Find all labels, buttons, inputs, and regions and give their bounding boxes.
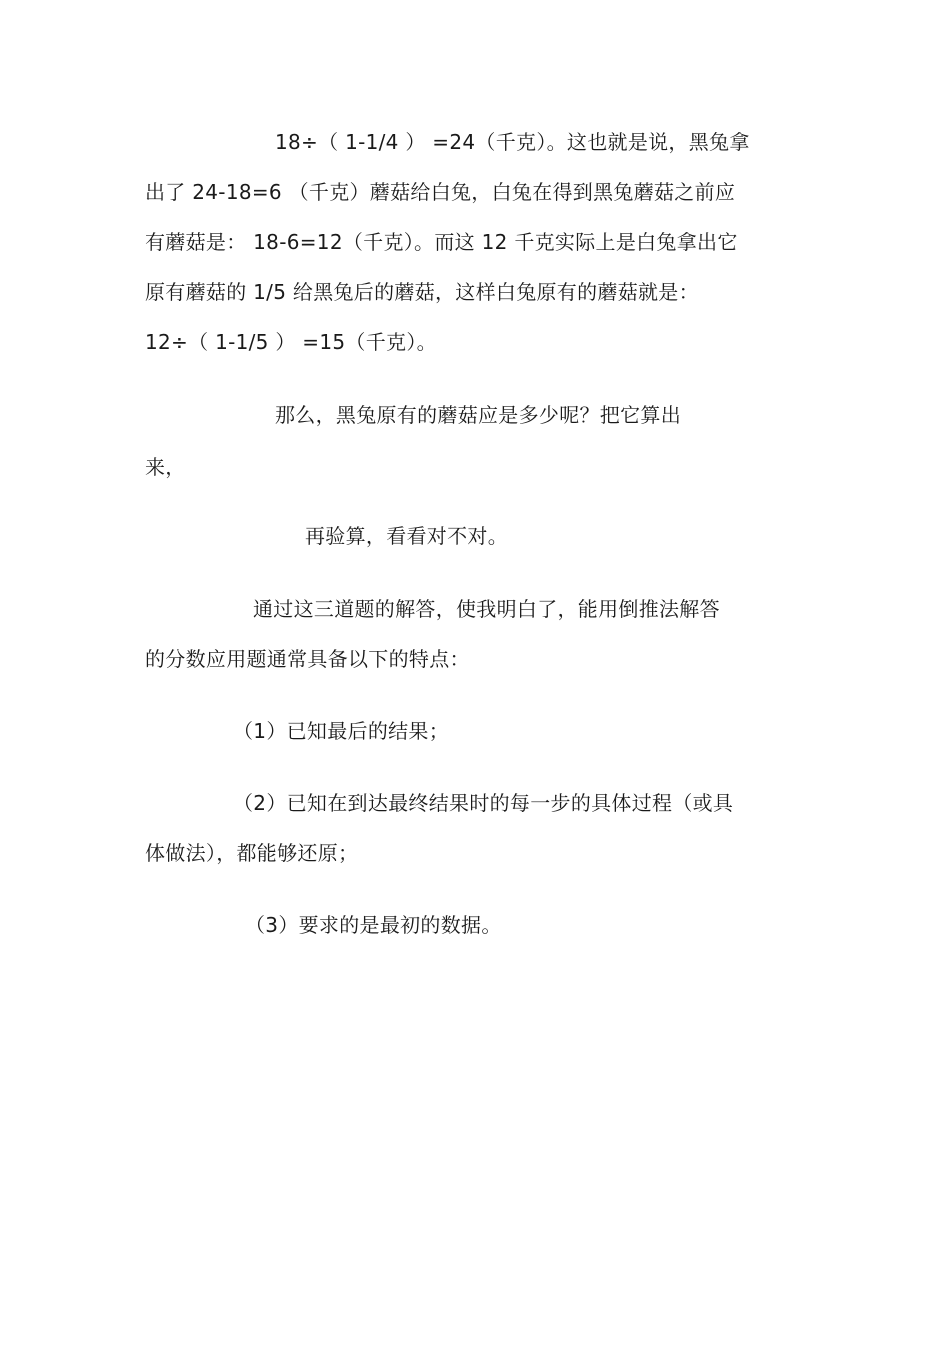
paragraph4-line1: 通过这三道题的解答，使我明白了，能用倒推法解答 bbox=[253, 597, 720, 621]
paragraph3-line1: 再验算，看看对不对。 bbox=[305, 524, 508, 548]
paragraph2-line1: 那么，黑兔原有的蘑菇应是多少呢？把它算出 bbox=[275, 403, 681, 427]
point2-line1: （2）已知在到达最终结果时的每一步的具体过程（或具 bbox=[233, 791, 734, 815]
paragraph1-line5: 12÷（ 1-1/5 ） =15（千克）。 bbox=[145, 330, 437, 354]
point2-line2: 体做法），都能够还原； bbox=[145, 841, 359, 865]
paragraph1-line3: 有蘑菇是： 18-6=12（千克）。而这 12 千克实际上是白兔拿出它 bbox=[145, 230, 738, 254]
paragraph1-line4: 原有蘑菇的 1/5 给黑兔后的蘑菇，这样白兔原有的蘑菇就是： bbox=[145, 280, 699, 304]
paragraph1-line1: 18÷（ 1-1/4 ） =24（千克）。这也就是说，黑兔拿 bbox=[275, 130, 750, 154]
paragraph4-line2: 的分数应用题通常具备以下的特点： bbox=[145, 647, 470, 671]
point3: （3）要求的是最初的数据。 bbox=[245, 913, 502, 937]
paragraph1-line2: 出了 24-18=6 （千克）蘑菇给白兔，白兔在得到黑兔蘑菇之前应 bbox=[145, 180, 736, 204]
paragraph2-line2: 来， bbox=[145, 455, 186, 479]
point1: （1）已知最后的结果； bbox=[233, 719, 450, 743]
